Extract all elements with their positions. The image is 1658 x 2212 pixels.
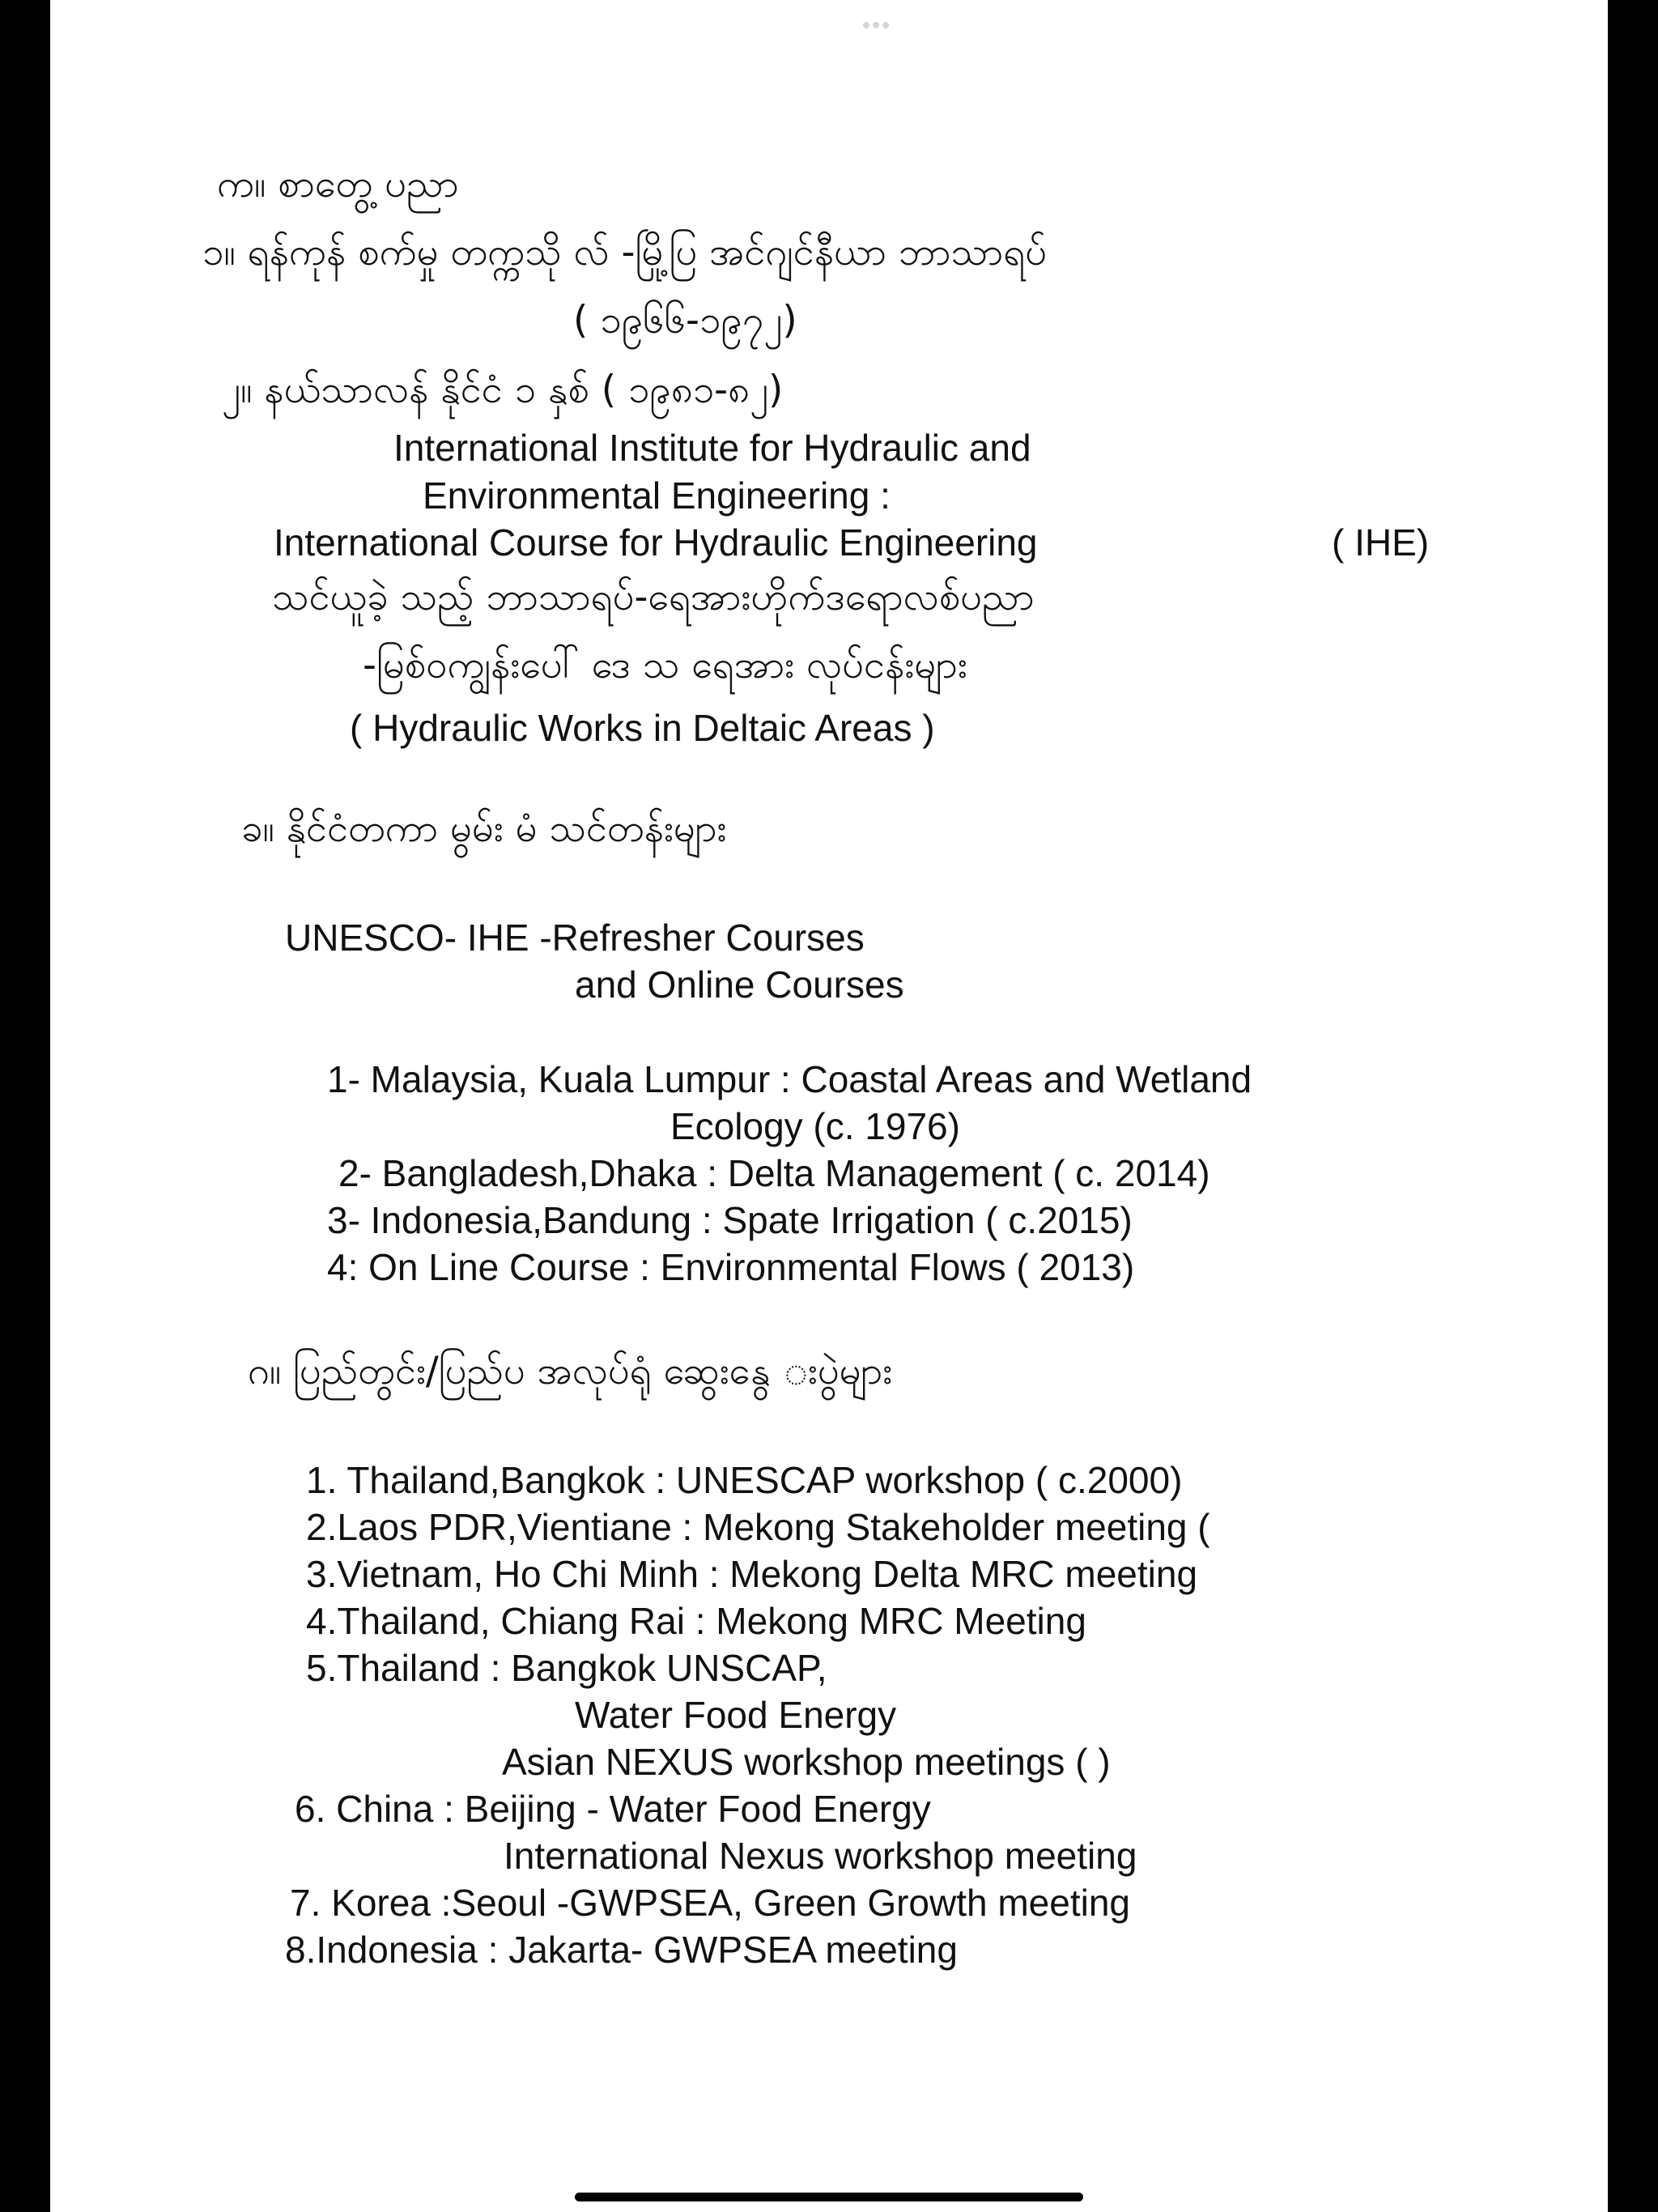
workshop-item-5-cont2: Asian NEXUS workshop meetings ( ): [502, 1741, 1111, 1783]
section-ka-item2: ၂။ နယ်သာလန် နိုင်ငံ ၁ နှစ် ( ၁၉၈၁-၈၂): [222, 368, 784, 412]
subject-my2: -မြစ်ဝကျွန်းပေါ် ဒေ သ ရေအား လုပ်ငန်းများ: [363, 643, 967, 687]
workshop-item-5-cont1: Water Food Energy: [575, 1694, 897, 1736]
course-item-1: 1- Malaysia, Kuala Lumpur : Coastal Areas and Wetland: [327, 1058, 1252, 1100]
section-ga-heading: ဂ။ ပြည်တွင်း/ပြည်ပ အလုပ်ရုံ ဆွေးနွေ းပွဲများ: [248, 1349, 893, 1393]
section-ka-item1-years: ( ၁၉၆၆-၁၉၇၂): [573, 298, 797, 342]
course-item-1-cont: Ecology (c. 1976): [670, 1105, 960, 1147]
workshop-item-6: 6. China : Beijing - Water Food Energy: [295, 1788, 931, 1830]
workshop-item-6-cont: International Nexus workshop meeting: [504, 1835, 1137, 1877]
course-item-3: 3- Indonesia,Bandung : Spate Irrigation ( c.2015): [327, 1199, 1133, 1241]
section-ka-heading: က။ စာတွေ့ ပညာ: [217, 162, 459, 206]
document-page: [50, 0, 1608, 2212]
subject-en: ( Hydraulic Works in Deltaic Areas ): [350, 707, 935, 749]
workshop-item-7: 7. Korea :Seoul -GWPSEA, Green Growth meeting: [290, 1882, 1131, 1924]
section-kha-heading: ခ။ နိုင်ငံတကာ မွမ်း မံ သင်တန်းများ: [241, 806, 727, 851]
course-name: International Course for Hydraulic Engineering: [274, 521, 1038, 564]
workshop-item-2: 2.Laos PDR,Vientiane : Mekong Stakeholder meeting (: [306, 1506, 1210, 1548]
section-ka-item1: ၁။ ရန်ကုန် စက်မှု တက္ကသို လ် -မြို့ပြ အင်ဂျင်နီယာ ဘာသာရပ်: [202, 230, 1048, 274]
course-abbr: ( IHE): [1332, 521, 1430, 564]
workshop-item-5: 5.Thailand : Bangkok UNSCAP,: [306, 1647, 827, 1689]
institute-line1: International Institute for Hydraulic and: [393, 427, 1031, 469]
refresher-title-line2: and Online Courses: [575, 963, 904, 1006]
workshop-item-4: 4.Thailand, Chiang Rai : Mekong MRC Meeting: [306, 1600, 1086, 1642]
institute-line2: Environmental Engineering :: [423, 474, 891, 517]
home-indicator[interactable]: [575, 2193, 1083, 2201]
workshop-item-1: 1. Thailand,Bangkok : UNESCAP workshop ( c.2000): [306, 1459, 1183, 1501]
course-item-4: 4: On Line Course : Environmental Flows ( 2013): [327, 1246, 1135, 1288]
course-item-2: 2- Bangladesh,Dhaka : Delta Management ( c. 2014): [338, 1152, 1210, 1194]
workshop-item-8: 8.Indonesia : Jakarta- GWPSEA meeting: [285, 1929, 958, 1971]
refresher-title-line1: UNESCO- IHE -Refresher Courses: [285, 917, 865, 959]
workshop-item-3: 3.Vietnam, Ho Chi Minh : Mekong Delta MRC meeting: [306, 1553, 1198, 1595]
window-grabber-icon[interactable]: [863, 16, 895, 23]
subject-my: သင်ယူခဲ့ သည့် ဘာသာရပ်-ရေအားဟိုက်ဒရောလစ်ပညာ: [272, 575, 1035, 619]
